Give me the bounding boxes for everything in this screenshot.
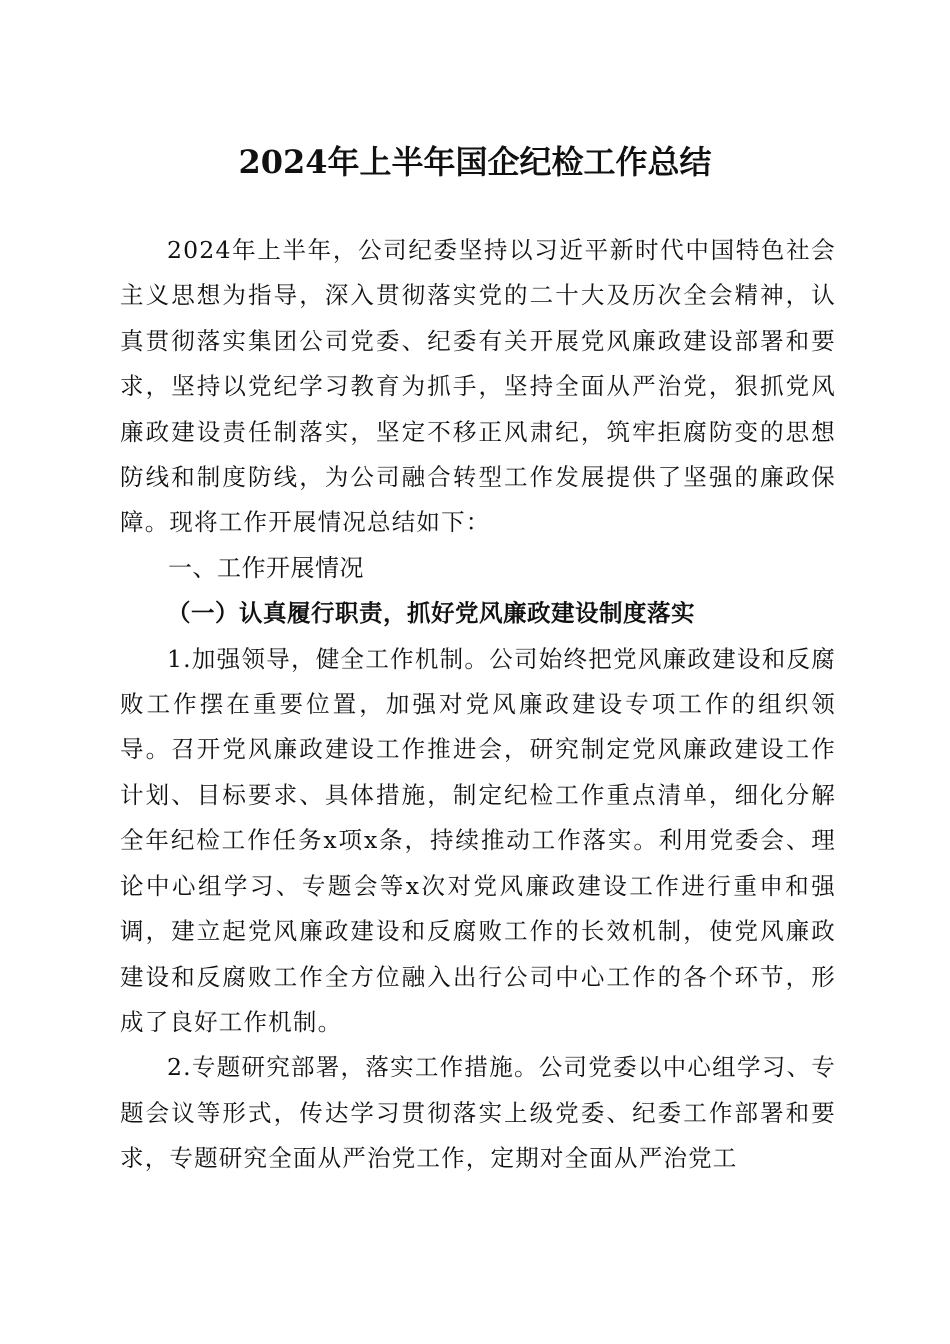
document-body	[120, 228, 836, 1182]
intro-paragraph: 2024年上半年，公司纪委坚持以习近平新时代中国特色社会主义思想为指导，深入贯彻落实党的二十大及历次全会精神，认真贯彻落实集团公司党委、纪委有关开展党风廉政建设部署和要求，坚持以党纪学习教育为抓手，坚持全面从严治党，狠抓党风廉政建设责任制落实，坚定不移正风肃纪，筑牢拒腐防变的思想防线和制度防线，为公司融合转型工作发展提供了坚强的廉政保障。现将工作开展情况总结如下：	[120, 236, 836, 537]
subsection-heading: （一）认真履行职责，抓好党风廉政建设制度落实	[167, 599, 695, 628]
section-heading: 一、工作开展情况	[168, 553, 364, 582]
body-paragraph: 2.专题研究部署，落实工作措施。公司党委以中心组学习、专题会议等形式，传达学习贯彻落实上级党委、纪委工作部署和要求，专题研究全面从严治党工作，定期对全面从严治党工	[120, 1053, 836, 1173]
body-paragraph: 1.加强领导，健全工作机制。公司始终把党风廉政建设和反腐败工作摆在重要位置，加强对党风廉政建设专项工作的组织领导。召开党风廉政建设工作推进会，研究制定党风廉政建设工作计划、目标要求、具体措施，制定纪检工作重点清单，细化分解全年纪检工作任务x项x条，持续推动工作落实。利用党委会、理论中心组学习、专题会等x次对党风廉政建设工作进行重申和强调，建立起党风廉政建设和反腐败工作的长效机制，使党风廉政建设和反腐败工作全方位融入出行公司中心工作的各个环节，形成了良好工作机制。	[120, 644, 836, 1036]
document-title: 2024年上半年国企纪检工作总结	[238, 143, 712, 181]
